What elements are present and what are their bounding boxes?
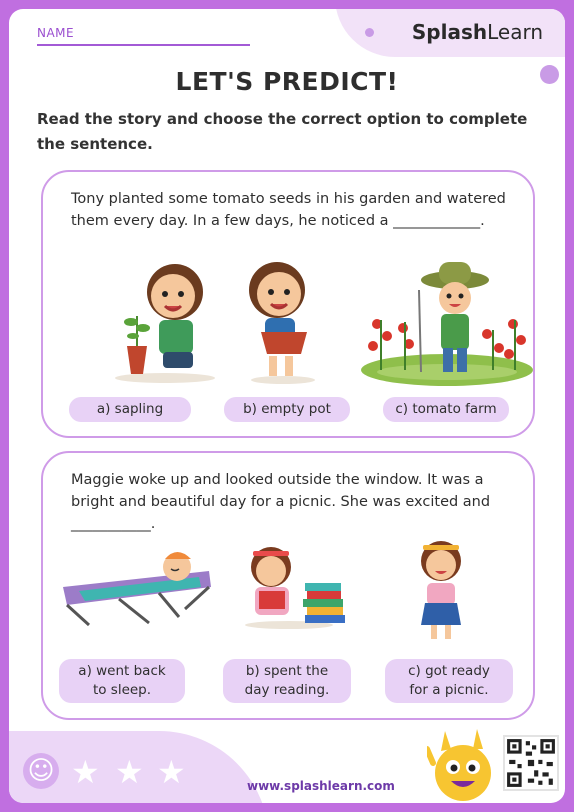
star-icon: ★: [115, 753, 144, 791]
instructions: Read the story and choose the correct option to complete the sentence.: [37, 110, 528, 153]
option-b-spent-day-reading[interactable]: [223, 659, 351, 703]
page-title: LET'S PREDICT!: [175, 67, 399, 96]
qr-code-icon[interactable]: [503, 735, 559, 791]
decorative-dot: [365, 28, 374, 37]
option-a-line1: a) went back: [78, 663, 166, 679]
option-c-got-ready-for-picnic[interactable]: [385, 659, 513, 703]
question-1-text: Tony planted some tomato seeds in his garden and watered them every day. In a few days, he noticed a ____________.: [71, 191, 506, 229]
option-c-line1: c) got ready: [408, 663, 490, 679]
girl-sleeping-image: [59, 547, 215, 629]
tomato-farm-image: [359, 250, 533, 388]
boy-with-sapling-image: [105, 256, 215, 386]
website-link[interactable]: www.splashlearn.com: [247, 779, 395, 793]
boy-with-empty-pot-image: [241, 256, 331, 386]
star-icon: ★: [157, 753, 186, 791]
option-b-line2: day reading.: [244, 682, 330, 698]
splashlearn-logo: [412, 20, 543, 44]
question-card-1: [41, 170, 535, 438]
name-label: NAME: [37, 26, 75, 40]
girl-reading-image: [239, 543, 349, 633]
option-c-line2: for a picnic.: [409, 682, 489, 698]
option-b-empty-pot[interactable]: b) empty pot: [224, 397, 350, 422]
option-c-tomato-farm[interactable]: c) tomato farm: [383, 397, 509, 422]
worksheet-page: [9, 9, 565, 803]
brand-bold: Splash: [411, 20, 488, 44]
question-2-text: Maggie woke up and looked outside the window. It was a bright and beautiful day for a picnic. She was excited and ___________.: [71, 472, 491, 532]
girl-excited-image: [409, 539, 473, 643]
name-input-line[interactable]: [37, 44, 250, 46]
question-card-2: [41, 451, 535, 720]
smiley-icon: ☺: [23, 753, 59, 789]
mascot-icon: [427, 727, 497, 803]
brand-light: Learn: [487, 20, 543, 44]
star-icon: ★: [71, 753, 100, 791]
option-a-line2: to sleep.: [92, 682, 152, 698]
option-a-sapling[interactable]: a) sapling: [69, 397, 191, 422]
option-b-line1: b) spent the: [245, 663, 329, 679]
option-a-went-back-to-sleep[interactable]: [59, 659, 185, 703]
